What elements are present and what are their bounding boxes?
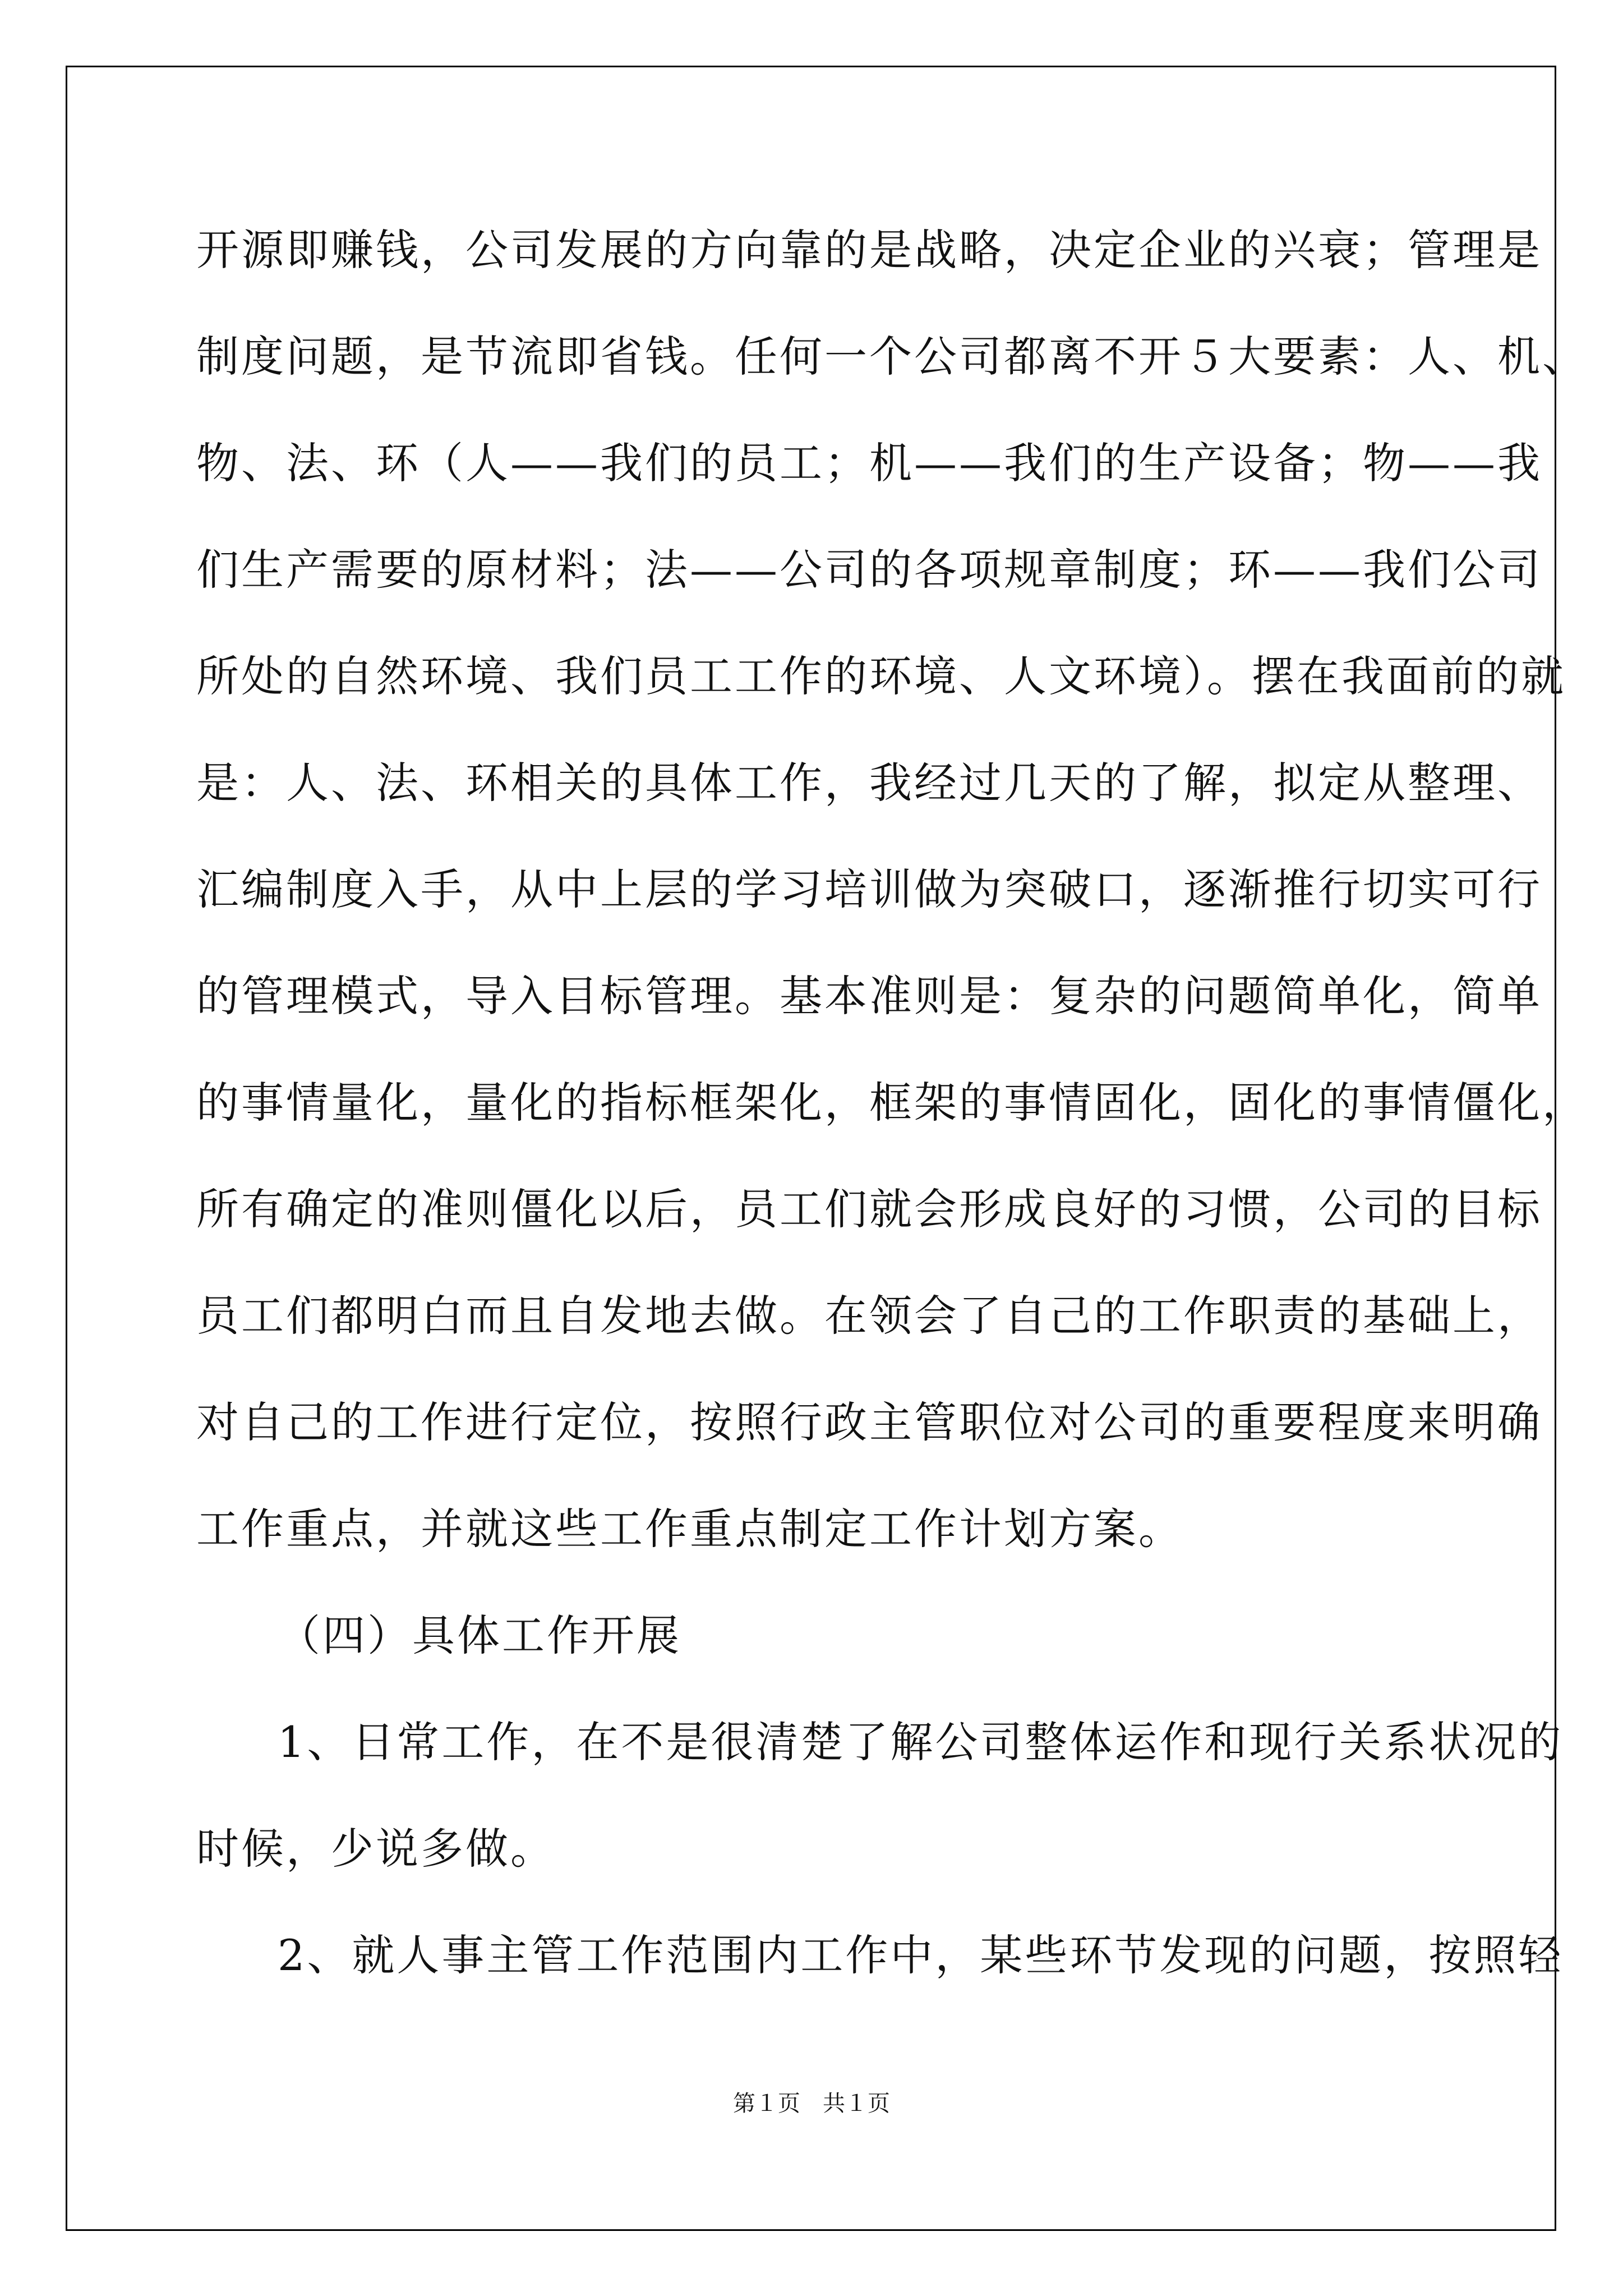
section-heading: （四）具体工作开展 xyxy=(278,1611,681,1660)
paragraph-line: 是：人、法、环相关的具体工作，我经过几天的了解，拟定从整理、 xyxy=(196,758,1542,808)
paragraph-line: 的事情量化，量化的指标框架化，框架的事情固化，固化的事情僵化， xyxy=(196,1078,1587,1128)
paragraph-line: 工作重点，并就这些工作重点制定工作计划方案。 xyxy=(196,1504,1183,1554)
paragraph-line: 汇编制度入手，从中上层的学习培训做为突破口，逐渐推行切实可行 xyxy=(196,864,1542,914)
document-body xyxy=(196,219,1587,2031)
list-item-2-line-1: 2、就人事主管工作范围内工作中，某些环节发现的问题，按照轻 xyxy=(278,1930,1564,1980)
list-item-1-line-2: 时候，少说多做。 xyxy=(196,1824,555,1874)
paragraph-line: 的管理模式，导入目标管理。基本准则是：复杂的问题简单化，简单 xyxy=(196,971,1542,1021)
paragraph-line: 员工们都明白而且自发地去做。在领会了自己的工作职责的基础上， xyxy=(196,1291,1542,1341)
list-item-1-line-1: 1、日常工作，在不是很清楚了解公司整体运作和现行关系状况的 xyxy=(278,1717,1564,1767)
paragraph-line: 物、法、环（人——我们的员工；机——我们的生产设备；物——我 xyxy=(196,438,1542,488)
page-number-footer: 第１页 共１页 xyxy=(733,2091,890,2116)
paragraph-line: 所处的自然环境、我们员工工作的环境、人文环境）。摆在我面前的就 xyxy=(196,651,1566,701)
paragraph-line: 制度问题，是节流即省钱。任何一个公司都离不开５大要素：人、机、 xyxy=(196,332,1587,381)
paragraph-line: 们生产需要的原材料；法——公司的各项规章制度；环——我们公司 xyxy=(196,545,1542,595)
paragraph-line: 所有确定的准则僵化以后，员工们就会形成良好的习惯，公司的目标 xyxy=(196,1184,1542,1234)
paragraph-line: 对自己的工作进行定位，按照行政主管职位对公司的重要程度来明确 xyxy=(196,1397,1542,1447)
paragraph-line: 开源即赚钱，公司发展的方向靠的是战略，决定企业的兴衰；管理是 xyxy=(196,225,1542,275)
